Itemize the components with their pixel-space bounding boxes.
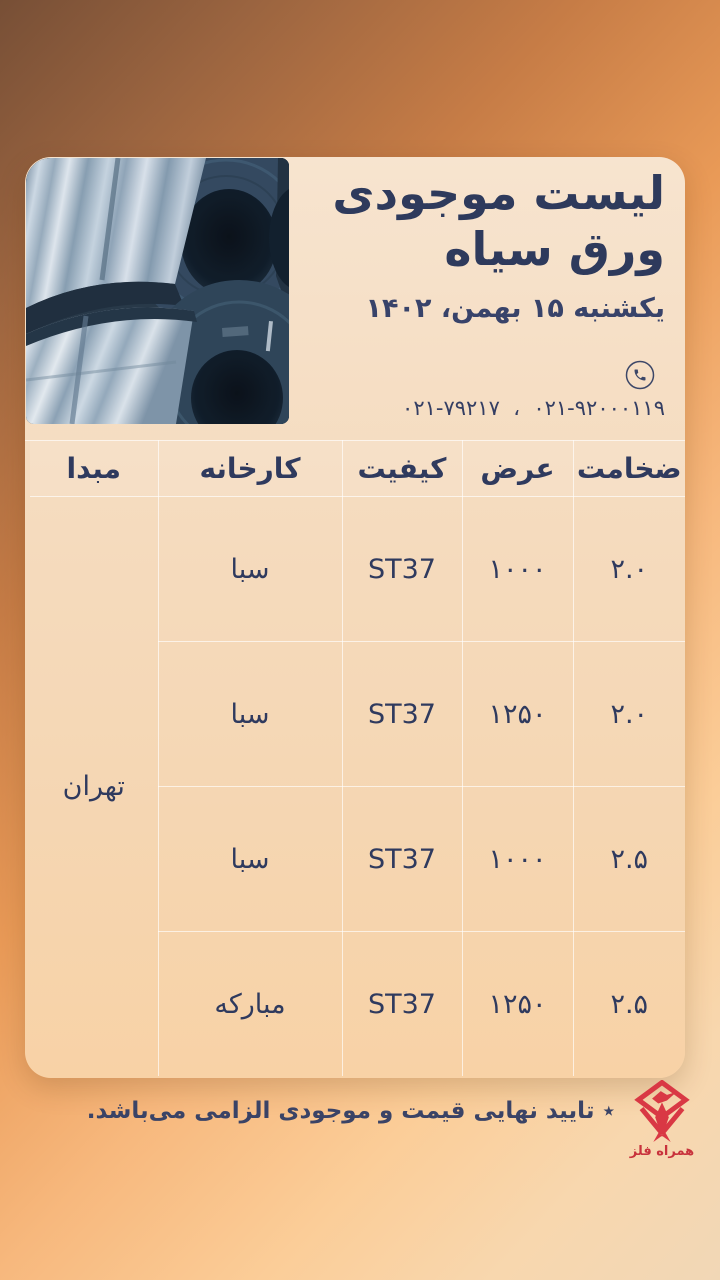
page-title-line1: لیست موجودی [332,166,665,220]
cell-width: ۱۲۵۰ [462,932,573,1077]
cell-quality: ST37 [342,642,462,787]
col-header-quality: کیفیت [342,440,462,497]
disclaimer-note: ٭ تایید نهایی قیمت و موجودی الزامی می‌باشد. [86,1098,615,1124]
date-label: یکشنبه ۱۵ بهمن، ۱۴۰۲ [365,293,665,324]
cell-quality: ST37 [342,787,462,932]
inventory-table [30,440,685,1076]
phone-icon [625,360,655,394]
header-block [285,165,665,420]
price-list-card [25,157,685,1078]
cell-thickness: ۲.۰ [573,497,685,642]
cell-thickness: ۲.۵ [573,787,685,932]
cell-factory: مبارکه [158,932,342,1077]
cell-thickness: ۲.۰ [573,642,685,787]
cell-thickness: ۲.۵ [573,932,685,1077]
cell-factory: سبا [158,497,342,642]
cell-width: ۱۰۰۰ [462,497,573,642]
cell-width: ۱۰۰۰ [462,787,573,932]
steel-coils-illustration [26,158,289,424]
hamrah-felez-logo-icon [631,1080,693,1142]
table-header-row [30,440,685,497]
steel-coils-photo [26,158,289,424]
cell-factory: سبا [158,787,342,932]
cell-origin: تهران [30,497,158,1077]
cell-quality: ST37 [342,497,462,642]
col-header-width: عرض [462,440,573,497]
table-row [30,497,685,642]
col-header-thickness: ضخامت [573,440,685,497]
cell-width: ۱۲۵۰ [462,642,573,787]
phone-numbers: ۰۲۱-۹۲۰۰۰۱۱۹ ، ۰۲۱-۷۹۲۱۷ [402,396,665,420]
col-header-factory: کارخانه [158,440,342,497]
brand-block [626,1080,698,1159]
brand-name: همراه فلز [629,1144,695,1159]
cell-factory: سبا [158,642,342,787]
cell-quality: ST37 [342,932,462,1077]
col-header-origin: مبدا [30,440,158,497]
phone-block [285,360,665,420]
page-title-line2: ورق سیاه [444,222,665,276]
